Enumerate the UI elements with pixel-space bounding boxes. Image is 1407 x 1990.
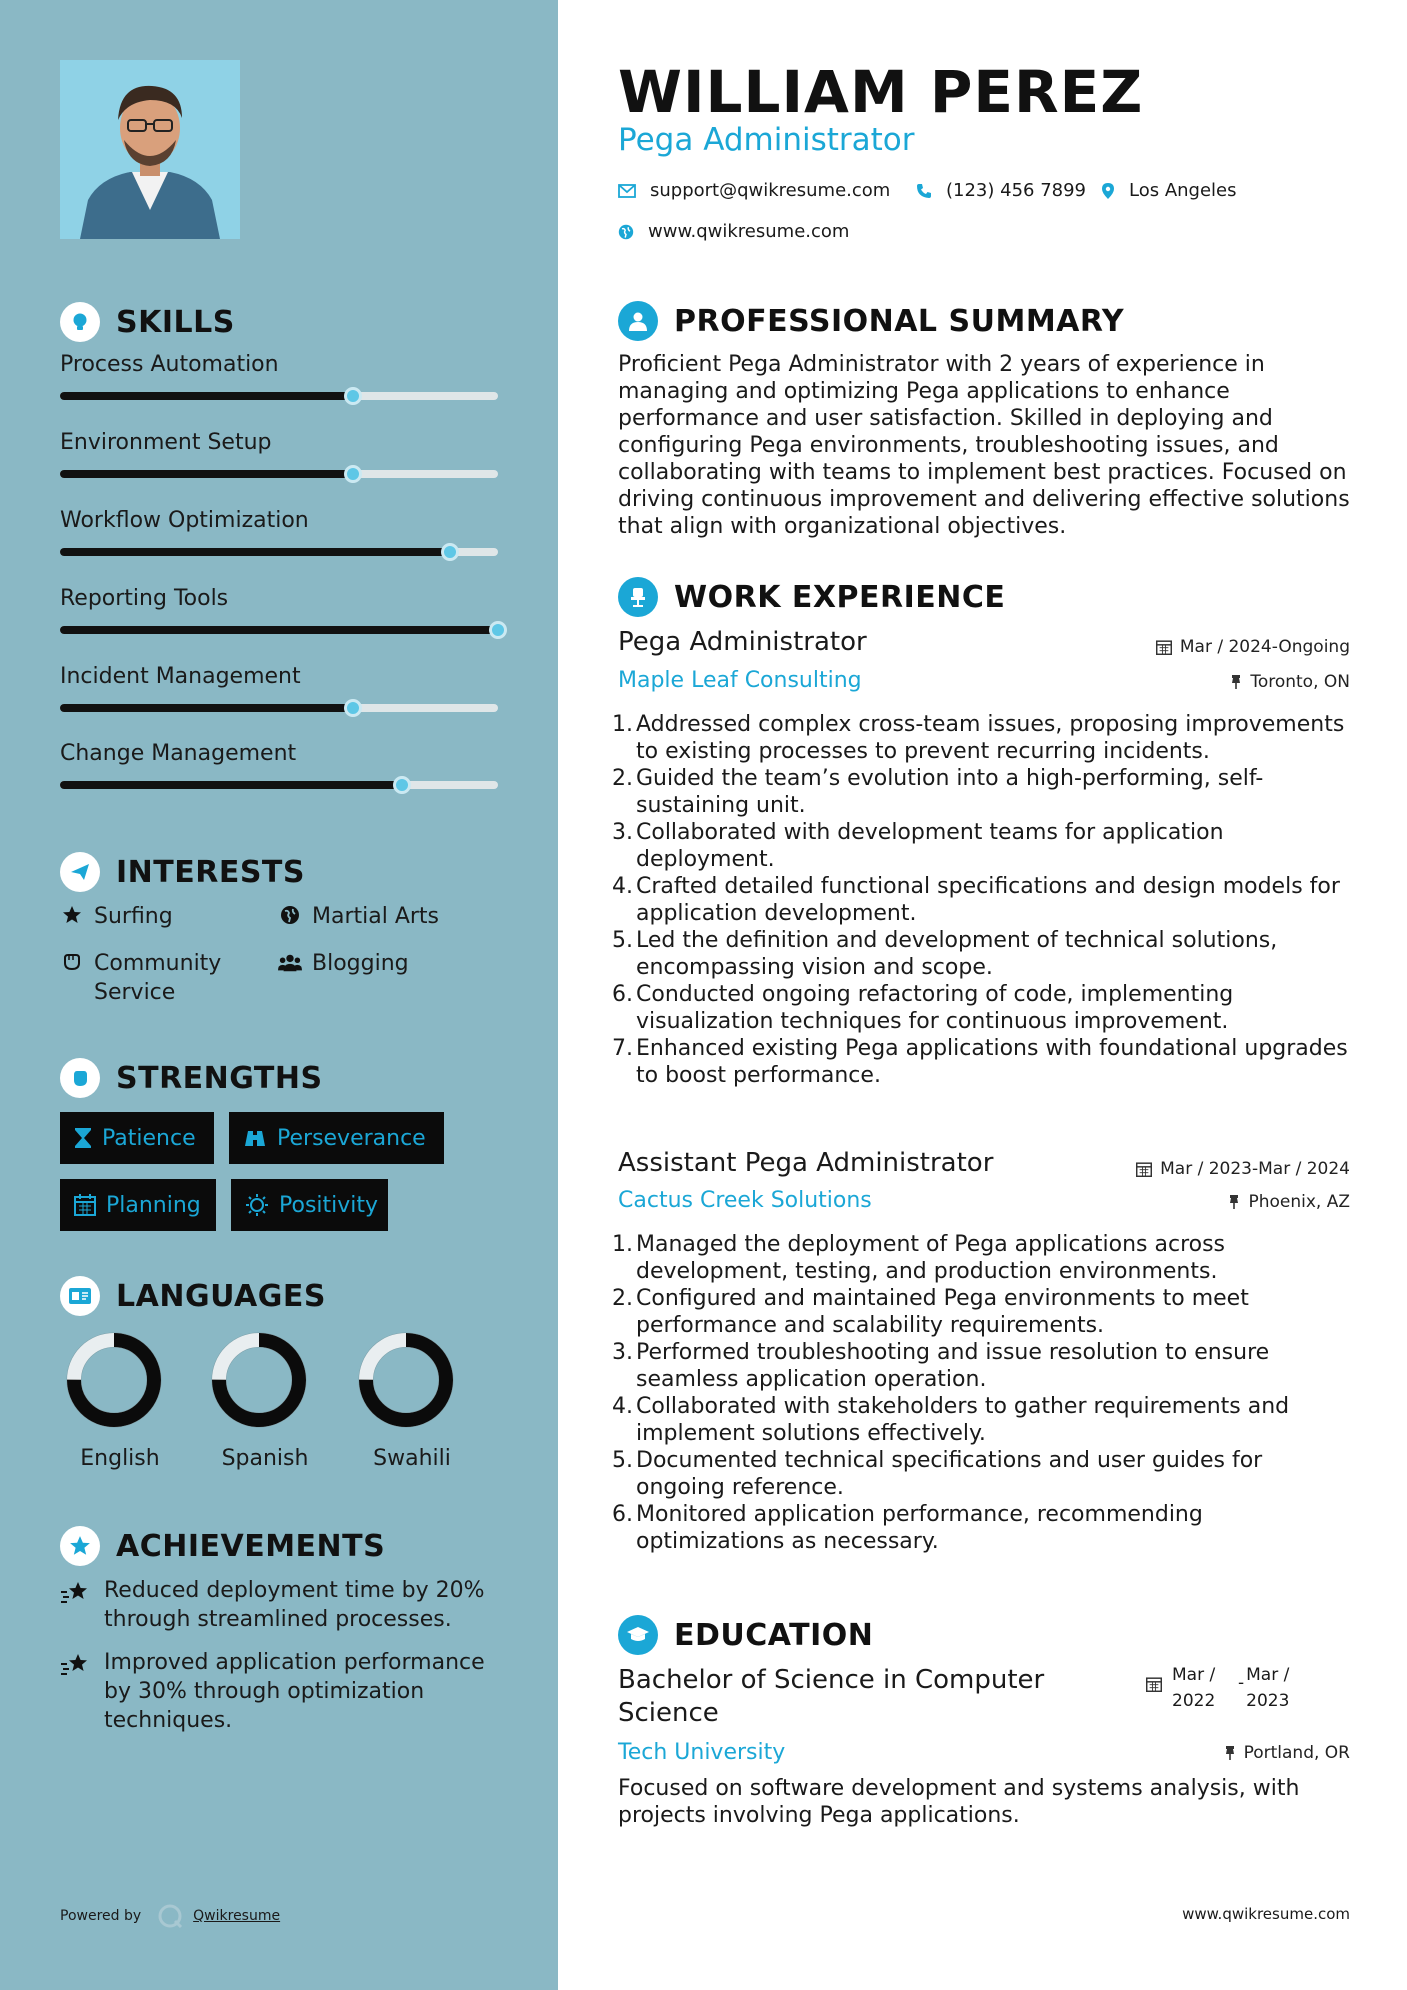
user-icon (618, 301, 658, 341)
skill-level-fill (60, 781, 402, 789)
summary-text: Proficient Pega Administrator with 2 years of experience in managing and optimizing Pega applications to enhance performance and user satisfaction. Skilled in deploying and configuring Pega environments, troubleshooting issues, and collaborating with teams to implement best practices. Focused on driving continuous improvement and delivering effective solutions that align with organizational objectives. (618, 352, 1350, 539)
skill-item (60, 586, 500, 611)
education-location: Portland, OR (1224, 1743, 1350, 1763)
skill-level-knob (489, 621, 507, 639)
job-location: Toronto, ON (1230, 672, 1350, 692)
globe-icon (278, 902, 302, 925)
company-name: Cactus Creek Solutions (618, 1188, 872, 1213)
interest-item: Surfing (60, 902, 173, 931)
education-dates: Mar / 2022 - Mar / 2023 (1146, 1662, 1289, 1714)
language-label: English (80, 1446, 160, 1471)
language-label: Spanish (221, 1446, 309, 1471)
education-heading (618, 1615, 873, 1655)
duty-item: 7. Enhanced existing Pega applications with foundational upgrades to boost performance. (612, 1036, 1348, 1088)
duty-item: 1. Managed the deployment of Pega applications across development, testing, and production environments. (612, 1232, 1226, 1284)
company-name: Maple Leaf Consulting (618, 668, 862, 693)
skill-level-knob (393, 776, 411, 794)
duty-item: 4. Crafted detailed functional specifications and design models for application development. (612, 874, 1340, 926)
education-title: EDUCATION (674, 1617, 874, 1653)
duty-item: 2. Configured and maintained Pega environments to meet performance and scalability requirements. (612, 1286, 1249, 1338)
id-card-icon (60, 1276, 100, 1316)
hand-icon (60, 949, 84, 972)
summary-heading (618, 301, 1124, 341)
strength-badge: Planning (60, 1179, 216, 1231)
skills-heading (60, 302, 235, 342)
skill-level-bar (60, 470, 498, 478)
map-pin-icon (1101, 182, 1115, 200)
skill-level-bar (60, 548, 498, 556)
powered-by: Powered by Qwikresume (60, 1903, 280, 1929)
duty-item: 6. Conducted ongoing refactoring of code, implementing visualization techniques for continuous improvement. (612, 982, 1234, 1034)
duty-item: 3. Collaborated with development teams for application deployment. (612, 820, 1224, 872)
experience-heading (618, 577, 1005, 617)
summary-title: PROFESSIONAL SUMMARY (674, 303, 1125, 339)
skill-item (60, 430, 500, 455)
duty-item: 5. Led the definition and development of technical solutions, encompassing vision and scope. (612, 928, 1278, 980)
strength-badge: Positivity (231, 1179, 388, 1231)
job-duties (612, 711, 1358, 1089)
pin-icon (1230, 674, 1242, 690)
sun-icon (245, 1193, 269, 1217)
achievement-item: Improved application performance by 30% through optimization techniques. (60, 1648, 510, 1735)
language-level-donut (358, 1332, 454, 1428)
chair-icon (618, 577, 658, 617)
skill-name: Reporting Tools (60, 586, 229, 611)
language-level-donut (66, 1332, 162, 1428)
duty-item: 5. Documented technical specifications and user guides for ongoing reference. (612, 1448, 1263, 1500)
degree-title: Bachelor of Science in Computer Science (618, 1665, 1045, 1728)
fist-icon (60, 1058, 100, 1098)
skill-level-bar (60, 626, 498, 634)
skill-name: Incident Management (60, 664, 301, 689)
candidate-name: WILLIAM PEREZ (618, 58, 1144, 126)
skill-name: Environment Setup (60, 430, 272, 455)
achievement-item: Reduced deployment time by 20% through streamlined processes. (60, 1576, 510, 1634)
qwikresume-logo-icon (157, 1903, 183, 1929)
skill-item (60, 352, 500, 377)
interest-item: Martial Arts (278, 902, 439, 931)
job-location: Phoenix, AZ (1228, 1192, 1350, 1212)
duty-item: 4. Collaborated with stakeholders to gather requirements and implement solutions effectively. (612, 1394, 1290, 1446)
shooting-star-icon (60, 1648, 92, 1735)
skill-level-bar (60, 392, 498, 400)
interest-item: Blogging (278, 949, 409, 978)
job-dates: Mar / 2024-Ongoing (1156, 637, 1350, 657)
graduation-cap-icon (618, 1615, 658, 1655)
language-level-donut (211, 1332, 307, 1428)
job-title: Assistant Pega Administrator (618, 1148, 994, 1178)
strengths-heading (60, 1058, 323, 1098)
strength-badge: Perseverance (229, 1112, 444, 1164)
skill-level-fill (60, 392, 353, 400)
interests-title: INTERESTS (116, 854, 305, 890)
pin-icon (1228, 1194, 1240, 1210)
education-description: Focused on software development and systems analysis, with projects involving Pega applications. (618, 1776, 1300, 1828)
contact-email[interactable]: support@qwikresume.com (618, 180, 890, 201)
users-icon (278, 949, 302, 974)
duty-item: 1. Addressed complex cross-team issues, proposing improvements to existing processes to prevent recurring incidents. (612, 712, 1345, 764)
skill-name: Workflow Optimization (60, 508, 309, 533)
pin-icon (1224, 1745, 1236, 1761)
strength-badge: Patience (60, 1112, 214, 1164)
contact-website[interactable]: www.qwikresume.com (618, 221, 849, 242)
calendar-icon (1136, 1161, 1152, 1177)
skill-level-bar (60, 704, 498, 712)
duty-item: 3. Performed troubleshooting and issue resolution to ensure seamless application operation. (612, 1340, 1270, 1392)
strengths-title: STRENGTHS (116, 1060, 323, 1096)
job-duties (612, 1231, 1358, 1555)
qwikresume-link[interactable]: Qwikresume (193, 1908, 281, 1924)
calendar-icon (74, 1194, 96, 1216)
lightbulb-icon (60, 302, 100, 342)
skill-level-fill (60, 626, 498, 634)
languages-title: LANGUAGES (116, 1278, 326, 1314)
job-title: Pega Administrator (618, 627, 867, 657)
interest-item: Community Service (60, 949, 234, 1007)
skill-name: Process Automation (60, 352, 279, 377)
school-name: Tech University (618, 1740, 786, 1765)
skill-item (60, 664, 500, 689)
sidebar (0, 0, 558, 1990)
profile-photo (60, 60, 240, 239)
language-label: Swahili (373, 1446, 451, 1471)
skill-level-knob (344, 699, 362, 717)
skill-level-knob (344, 465, 362, 483)
contact-phone[interactable]: (123) 456 7899 (916, 180, 1086, 201)
skill-name: Change Management (60, 741, 297, 766)
shooting-star-icon (60, 1576, 92, 1634)
phone-icon (916, 183, 932, 199)
contact-location: Los Angeles (1101, 180, 1237, 201)
achievements-title: ACHIEVEMENTS (116, 1528, 386, 1564)
interests-heading (60, 852, 305, 892)
calendar-icon (1156, 639, 1172, 655)
duty-item: 6. Monitored application performance, recommending optimizations as necessary. (612, 1502, 1203, 1554)
skill-level-knob (344, 387, 362, 405)
paper-plane-icon (60, 852, 100, 892)
star-icon (60, 902, 84, 925)
candidate-role: Pega Administrator (618, 122, 915, 158)
languages-heading (60, 1276, 326, 1316)
skill-level-fill (60, 470, 353, 478)
skill-level-knob (441, 543, 459, 561)
skill-level-bar (60, 781, 498, 789)
experience-title: WORK EXPERIENCE (674, 579, 1006, 615)
globe-icon (618, 224, 634, 240)
main-content (558, 0, 1407, 1990)
duty-item: 2. Guided the team’s evolution into a high-performing, self-sustaining unit. (612, 766, 1264, 818)
hourglass-icon (74, 1127, 92, 1149)
skill-level-fill (60, 548, 450, 556)
skill-level-fill (60, 704, 353, 712)
achievements-heading (60, 1526, 385, 1566)
calendar-icon (1146, 1674, 1162, 1714)
envelope-icon (618, 184, 636, 198)
skill-item (60, 508, 500, 533)
star-badge-icon (60, 1526, 100, 1566)
job-dates: Mar / 2023-Mar / 2024 (1136, 1159, 1350, 1179)
footer-url[interactable]: www.qwikresume.com (1182, 1905, 1350, 1923)
binoculars-icon (243, 1128, 267, 1148)
skills-title: SKILLS (116, 304, 235, 340)
skill-item (60, 741, 500, 766)
